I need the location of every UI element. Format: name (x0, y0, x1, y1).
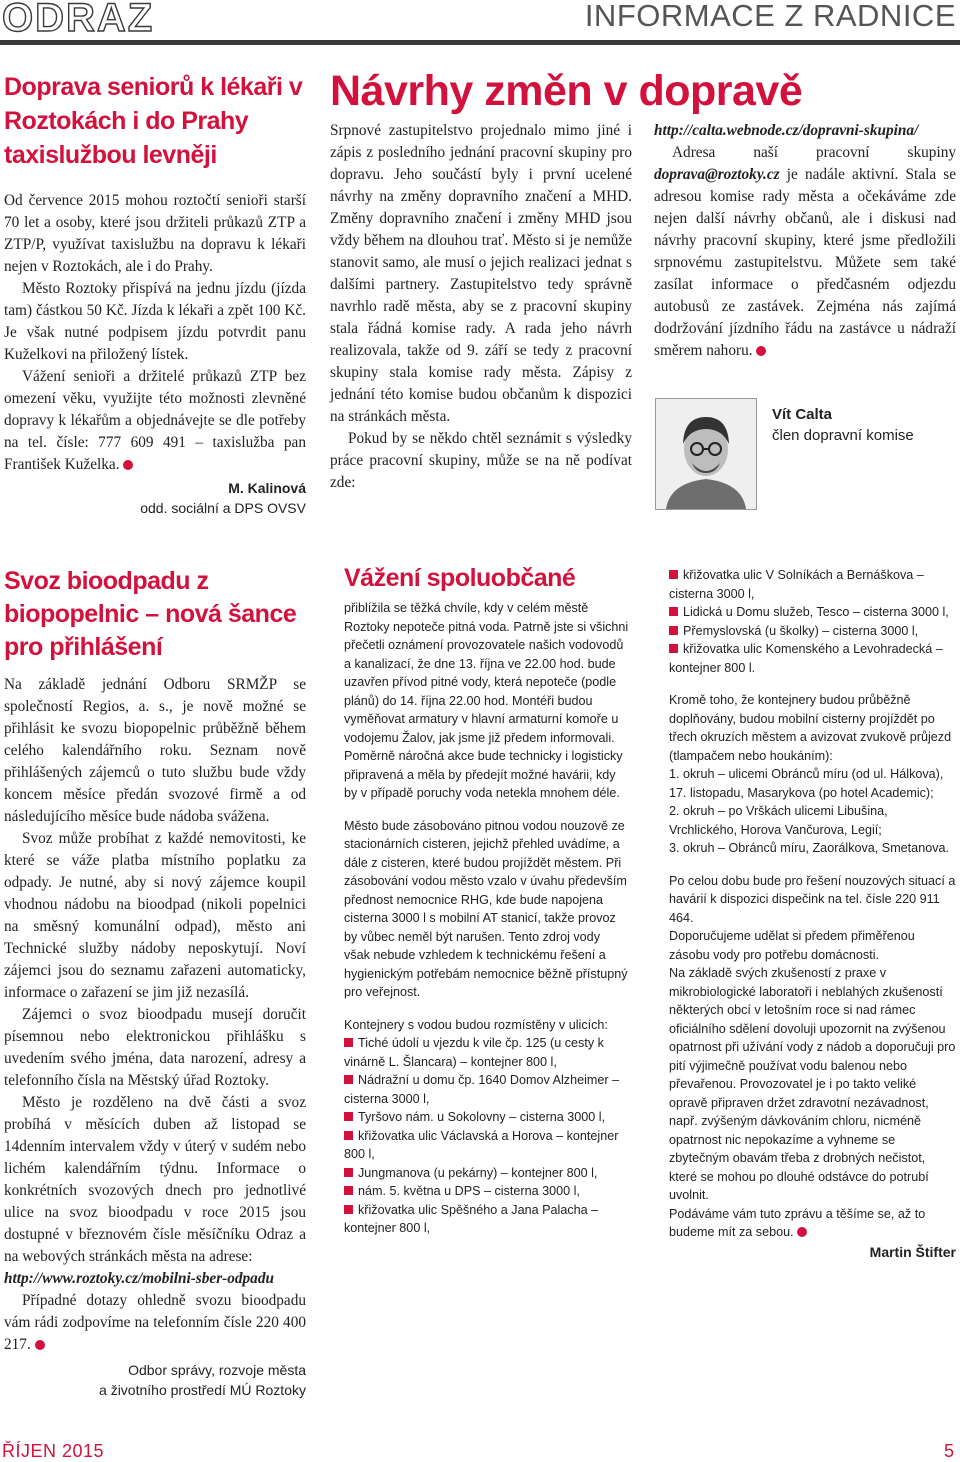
square-bullet-icon (669, 644, 678, 653)
article-title: Vážení spoluobčané (344, 564, 576, 592)
magazine-logo: ODRAZ (2, 0, 155, 40)
paragraph: Případné dotazy ohledně svozu bioodpadu vám rádi zodpovíme na telefonním čísle 220 400 217. (4, 1292, 306, 1353)
list-item: Tyršovo nám. u Sokolovny – cisterna 3000 l, (344, 1108, 629, 1127)
list-item: Jungmanova (u pekárny) – kontejner 800 l, (344, 1164, 629, 1183)
square-bullet-icon (344, 1131, 353, 1140)
author-photo (655, 398, 757, 510)
list-item: Tiché údolí u vjezdu k vile čp. 125 (u cesty k vinárně L. Šlancara) – kontejner 800 l, (344, 1036, 604, 1069)
article-traffic-col1 (330, 120, 632, 494)
square-bullet-icon (344, 1038, 353, 1047)
article-traffic-col2: http://calta.webnode.cz/dopravni-skupina/ Adresa naší pracovní skupiny doprava@roztoky.cz je nadále aktivní. Stala se adresou komise rady města a očekáváme zde nejen další návrhy občanů, ale i diskusi nad návrhy pracovní skupiny, které jsme předložili srpnovému zastupitelstvu. Můžete sem také zasílat informace o předčasném odjezdu autobusů ze zastávek. Zejména nás zajímá dodržování jízdního řádu na zastávce u nádraží směrem nahoru. (654, 122, 957, 359)
article-title: Doprava seniorů k lékaři v Roztokách i do Prahy taxislužbou levněji (4, 73, 303, 169)
header-rule (0, 40, 960, 45)
article-title-traffic: Návrhy změn v dopravě (330, 67, 803, 115)
end-dot-icon (123, 460, 133, 470)
paragraph: Na základě jednání Odboru SRMŽP se společností Regios, a. s., je nově možné se přihlásit ke svozu biopopelnic průběžně během celého kalendářního roku. Seznam nově přihlášených zájemců o tuto službu bude vždy koncem měsíce předán svozové firmě a od následujícího měsíce bude nádoba svážena. (4, 676, 306, 825)
list-item: křižovatka ulic V Solníkách a Bernáškova – cisterna 3000 l, (669, 568, 924, 601)
traffic-signature (772, 404, 914, 446)
paragraph: Podáváme vám tuto zprávu a těšíme se, až to budeme mít za sebou. (669, 1206, 926, 1239)
paragraph: Město Roztoky přispívá na jednu jízdu (jízda tam) částkou 50 Kč. Jízda k lékaři a zpět 100 Kč. Je však nutné podpisem jízdu potvrdit panu Kuželkovi na přiložený lístek. (4, 280, 306, 363)
list-item: Lidická u Domu služeb, Tesco – cisterna 3000 l, (669, 603, 956, 622)
paragraph: Vážení senioři a držitelé průkazů ZTP bez omezení věku, využijte této možnosti zlevněné dopravy k lékařům a objednávejte se dle potřeby na tel. čísle: 777 609 491 – taxislužba pan František Kuželka. (4, 368, 306, 473)
paragraph: přiblížila se těžká chvíle, kdy v celém městě Roztoky nepoteče pitná voda. Patrně jste si všichni přečetli oznámení provozovatele našich vodovodů a kanalizací, že dne 13. října ve 22.00 hod. bude uzavřen přívod pitné vody, která nepoteče (podle plánů) do 14. října 22.00 hod. Montéři budou vyměňovat armatury v hlavní armaturní komoře u vodojemu Žalov, jak jsme již předem informovali. Poměrně náročná akce bude technicky i logisticky připravená a měla by předejít možné havárii, kdy by v případě poruchy voda netekla mnohem déle. (344, 601, 629, 800)
paragraph: Město bude zásobováno pitnou vodou nouzově ze stacionárních cisteren, jejichž přehled uvádíme, a dále z cisteren, které budou projíždět městem. Při zásobování vodou město vzalo v úvahu především přednost nemocnice RHG, kde bude napojena cisterna 3000 l s mobilní AT stanicí, takže provoz by vůbec neměl být narušen. Tento zdroj vody však nebude vzhledem k technickému řešení a hygienickým potřebám nemocnice běžně přístupný pro veřejnost. (344, 818, 628, 999)
end-dot-icon (797, 1227, 807, 1237)
article-title: Svoz bioodpadu z biopopelnic – nová šance pro přihlášení (4, 567, 297, 661)
square-bullet-icon (344, 1075, 353, 1084)
article-water-col1 (344, 563, 629, 1238)
author-name: Martin Štifter (869, 1243, 956, 1260)
square-bullet-icon (669, 570, 678, 579)
square-bullet-icon (344, 1168, 353, 1177)
end-dot-icon (756, 346, 766, 356)
square-bullet-icon (669, 607, 678, 616)
list-item: křižovatka ulic Václavská a Horova – kontejner 800 l, (344, 1128, 619, 1161)
paragraph: Po celou dobu bude pro řešení nouzových situací a havárií k dispozici dispečink na tel. čísle 220 911 464. (669, 873, 956, 925)
author-line: Odbor správy, rozvoje města (128, 1362, 306, 1378)
list-item: křižovatka ulic Spěšného a Jana Palacha – kontejner 800 l, (344, 1202, 599, 1235)
article-water-col2 (669, 566, 956, 1262)
paragraph: Město je rozděleno na dvě části a svoz probíhá v měsících duben až listopad se 14denním intervalem vždy v úterý v sudém nebo lichém kalendářním týdnu. Informace o konkrétních svozových dnech pro jednotlivé ulice na svoz bioodpadu v roce 2015 jsou dostupné v březnovém čísle měsíčníku Odraz a na webových stránkách města na adrese: (4, 1094, 306, 1265)
page-number: 5 (943, 1441, 954, 1461)
paragraph: Pokud by se někdo chtěl seznámit s výsledky práce pracovní skupiny, může se na ně podívat zde: (330, 430, 632, 491)
author-name: Vít Calta (772, 406, 833, 423)
paragraph: Svoz může probíhat z každé nemovitosti, ke které se váže platba místního poplatku za odpady. Je nutné, aby si nový zájemce koupil vhodnou nádobu na bioodpad (nikoli popelnici na směsný komunální odpad), město ani Technické služby nádoby neposkytují. Noví zájemci jsou do seznamu zařazeni automaticky, informace o zařazení se jim již nezasílá. (4, 830, 306, 1001)
list-item: Nádražní u domu čp. 1640 Domov Alzheimer – cisterna 3000 l, (344, 1073, 620, 1106)
author-role: člen dopravní komise (772, 427, 914, 444)
article-seniors (4, 70, 306, 518)
paragraph: Kontejnery s vodou budou rozmístěny v ulicích: (344, 1017, 608, 1032)
skupina-link[interactable]: http://calta.webnode.cz/dopravni-skupina/ (654, 122, 919, 139)
square-bullet-icon (669, 626, 678, 635)
article-bio (4, 565, 306, 1400)
issue-label: ŘÍJEN 2015 (2, 1441, 105, 1461)
paragraph: Doporučujeme udělat si předem přiměřenou zásobu vody pro potřebu domácnosti. (669, 929, 915, 962)
author-role: odd. sociální a DPS OVSV (140, 500, 306, 516)
square-bullet-icon (344, 1205, 353, 1214)
list-item: křižovatka ulic Komenského a Levohradecká – kontejner 800 l. (669, 642, 943, 675)
email-link[interactable]: doprava@roztoky.cz (654, 166, 780, 183)
portrait-illustration (656, 399, 756, 509)
roztoky-link[interactable]: http://www.roztoky.cz/mobilni-sber-odpadu (4, 1270, 274, 1287)
paragraph: Zájemci o svoz bioodpadu musejí doručit písemnou nebo elektronickou přihlášku s uvedením svého jména, data narození, adresy a telefonního čísla na Městský úřad Roztoky. (4, 1006, 306, 1089)
route-item: 1. okruh – ulicemi Obránců míru (od ul. Hálkova), 17. listopadu, Masarykova (po hotel Academic); (669, 767, 944, 800)
paragraph: Srpnové zastupitelstvo projednalo mimo jiné i zápis z posledního jednání pracovní skupiny pro dopravu. Jeho součástí byly i první ucelené návrhy na změny dopravního značení a MHD. Změny dopravního značení i změny MHD jsou vždy během na dlouhou trať. Město si je nemůže stanovit samo, ale musí o jejich realizaci jednat s dalšími partnery. Zastupitelstvo tedy správně navrhlo radě města, aby se z pracovní skupiny stala řádná komise rady. A rada jeho návrh realizovala, takže od 9. září se tedy z pracovní skupiny stala komise rady města. Zápisy z jednání této komise budou občanům k dispozici na stránkách města. (330, 122, 632, 425)
section-title: INFORMACE Z RADNICE (584, 0, 956, 33)
list-item: nám. 5. května u DPS – cisterna 3000 l, (344, 1182, 629, 1201)
square-bullet-icon (344, 1186, 353, 1195)
author-name: M. Kalinová (228, 480, 306, 496)
end-dot-icon (35, 1340, 45, 1350)
paragraph: Na základě svých zkušeností z praxe v mikrobiologické laboratoři i neblahých zkušeností některých obcí v letošním roce si nad rámec oficiálního sdělení dovoluji upozornit na zvýšenou opatrnost při užívání vody z nádob a doporučuji pro pití výjimečně používat vodu balenou nebo převařenou. Provozovatel je i po takto veliké opravě připraven držet zdravotní nezávadnost, např. zvýšeným dávkováním chloru, nicméně opatrnost nic nepokazíme a vyhneme se zbytečným obavám třeba z drobných nečistot, které se mohou po dlouhé odstávce do potrubí uvolnit. (669, 966, 956, 1202)
author-line: a životního prostředí MÚ Roztoky (99, 1382, 306, 1398)
paragraph: Kromě toho, že kontejnery budou průběžně doplňovány, budou mobilní cisterny projíždět po třech okruzích městem a avizovat zvukově průjezd (tlampačem nebo houkáním): (669, 693, 952, 763)
square-bullet-icon (344, 1112, 353, 1121)
route-item: 3. okruh – Obránců míru, Zaorálkova, Smetanova. (669, 841, 949, 855)
list-item: Přemyslovská (u školky) – cisterna 3000 l, (669, 622, 956, 641)
paragraph: Od července 2015 mohou roztočtí senioři starší 70 let a osoby, které jsou držiteli průkazů ZTP a ZTP/P, využívat taxislužbu na dopravu k lékaři nejen v Roztokách, ale i do Prahy. (4, 192, 306, 275)
route-item: 2. okruh – po Vrškách ulicemi Libušina, Vrchlického, Horova Vančurova, Legií; (669, 804, 888, 837)
